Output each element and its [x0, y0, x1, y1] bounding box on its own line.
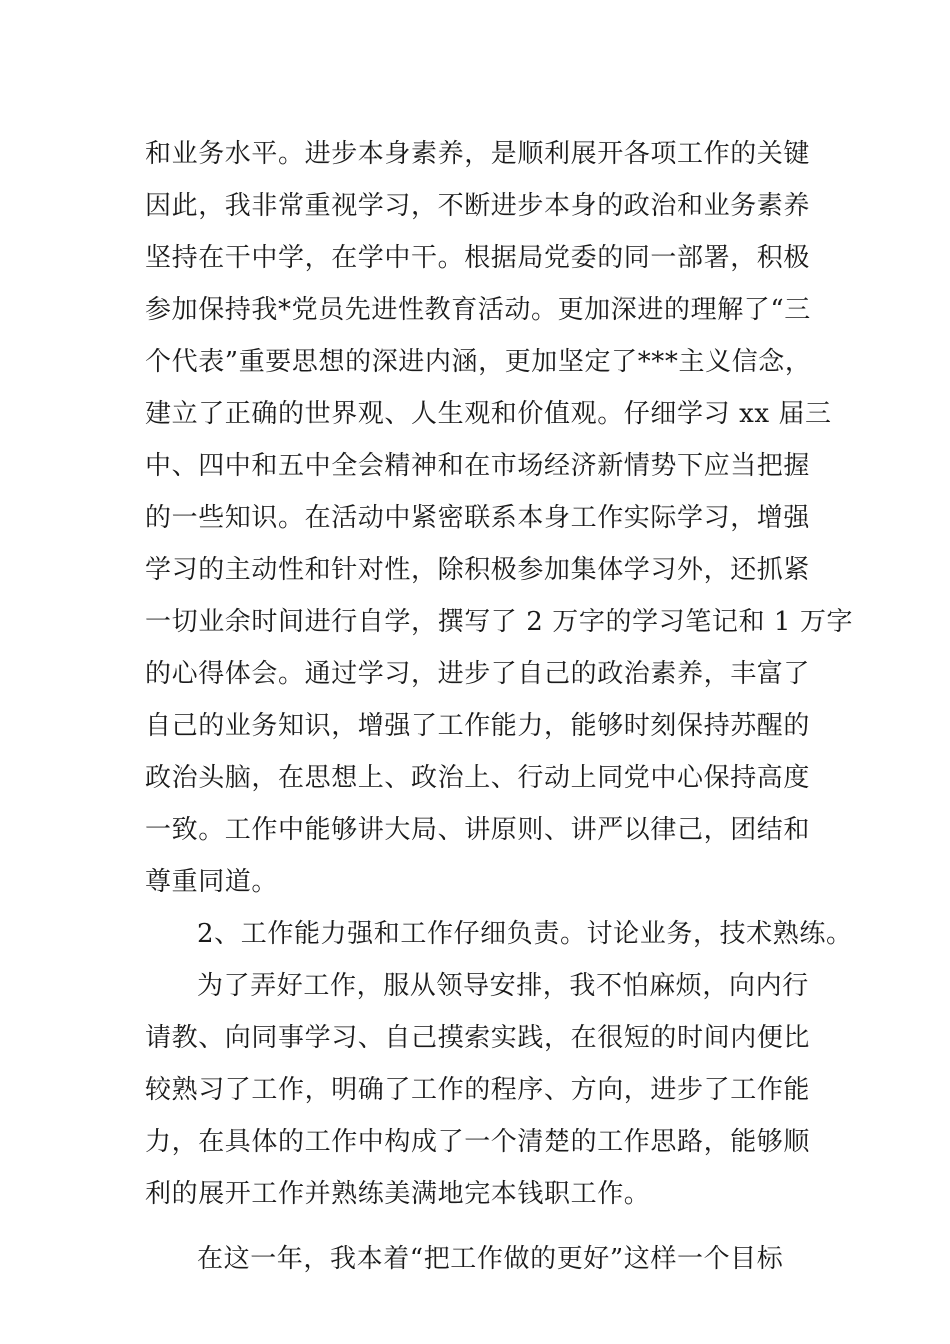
text-line: 一致。工作中能够讲大局、讲原则、讲严以律己，团结和 [145, 815, 811, 845]
text-line: 为了弄好工作，服从领导安排，我不怕麻烦，向内行 [197, 971, 809, 1001]
text-line: 建立了正确的世界观、人生观和价值观。仔细学习 xx 届三 [145, 399, 832, 429]
text-line: 力，在具体的工作中构成了一个清楚的工作思路，能够顺 [145, 1127, 811, 1157]
paragraph-goal [145, 1233, 810, 1285]
text-line: 尊重同道。 [145, 867, 279, 897]
text-line: 的一些知识。在活动中紧密联系本身工作实际学习，增强 [145, 503, 811, 533]
text-line: 一切业余时间进行自学，撰写了 2 万字的学习笔记和 1 万字 [145, 607, 854, 637]
text-line: 和业务水平。进步本身素养，是顺利展开各项工作的关键 [145, 139, 811, 169]
text-line: 请教、向同事学习、自己摸索实践，在很短的时间内便比 [145, 1023, 811, 1053]
text-line: 在这一年，我本着“把工作做的更好”这样一个目标 [197, 1244, 784, 1274]
paragraph-study [145, 128, 854, 908]
document-body [145, 128, 854, 1285]
text-line: 坚持在干中学，在学中干。根据局党委的同一部署，积极 [145, 243, 811, 273]
section-heading: 2、工作能力强和工作仔细负责。讨论业务，技术熟练。 [197, 919, 853, 949]
paragraph-work [145, 960, 810, 1220]
text-line: 自己的业务知识，增强了工作能力，能够时刻保持苏醒的 [145, 711, 811, 741]
text-line: 个代表”重要思想的深进内涵，更加坚定了***主义信念， [145, 347, 812, 377]
text-line: 因此，我非常重视学习，不断进步本身的政治和业务素养 [145, 191, 811, 221]
text-line: 的心得体会。通过学习，进步了自己的政治素养，丰富了 [145, 659, 811, 689]
text-line: 较熟习了工作，明确了工作的程序、方向，进步了工作能 [145, 1075, 811, 1105]
paragraph-heading-2 [145, 908, 853, 960]
text-line: 政治头脑，在思想上、政治上、行动上同党中心保持高度 [145, 763, 811, 793]
text-line: 中、四中和五中全会精神和在市场经济新情势下应当把握 [145, 451, 811, 481]
paragraph-spacer [145, 1220, 810, 1233]
text-line: 学习的主动性和针对性，除积极参加集体学习外，还抓紧 [145, 555, 811, 585]
text-line: 利的展开工作并熟练美满地完本钱职工作。 [145, 1179, 651, 1209]
text-line: 参加保持我*党员先进性教育活动。更加深进的理解了“三 [145, 295, 811, 325]
